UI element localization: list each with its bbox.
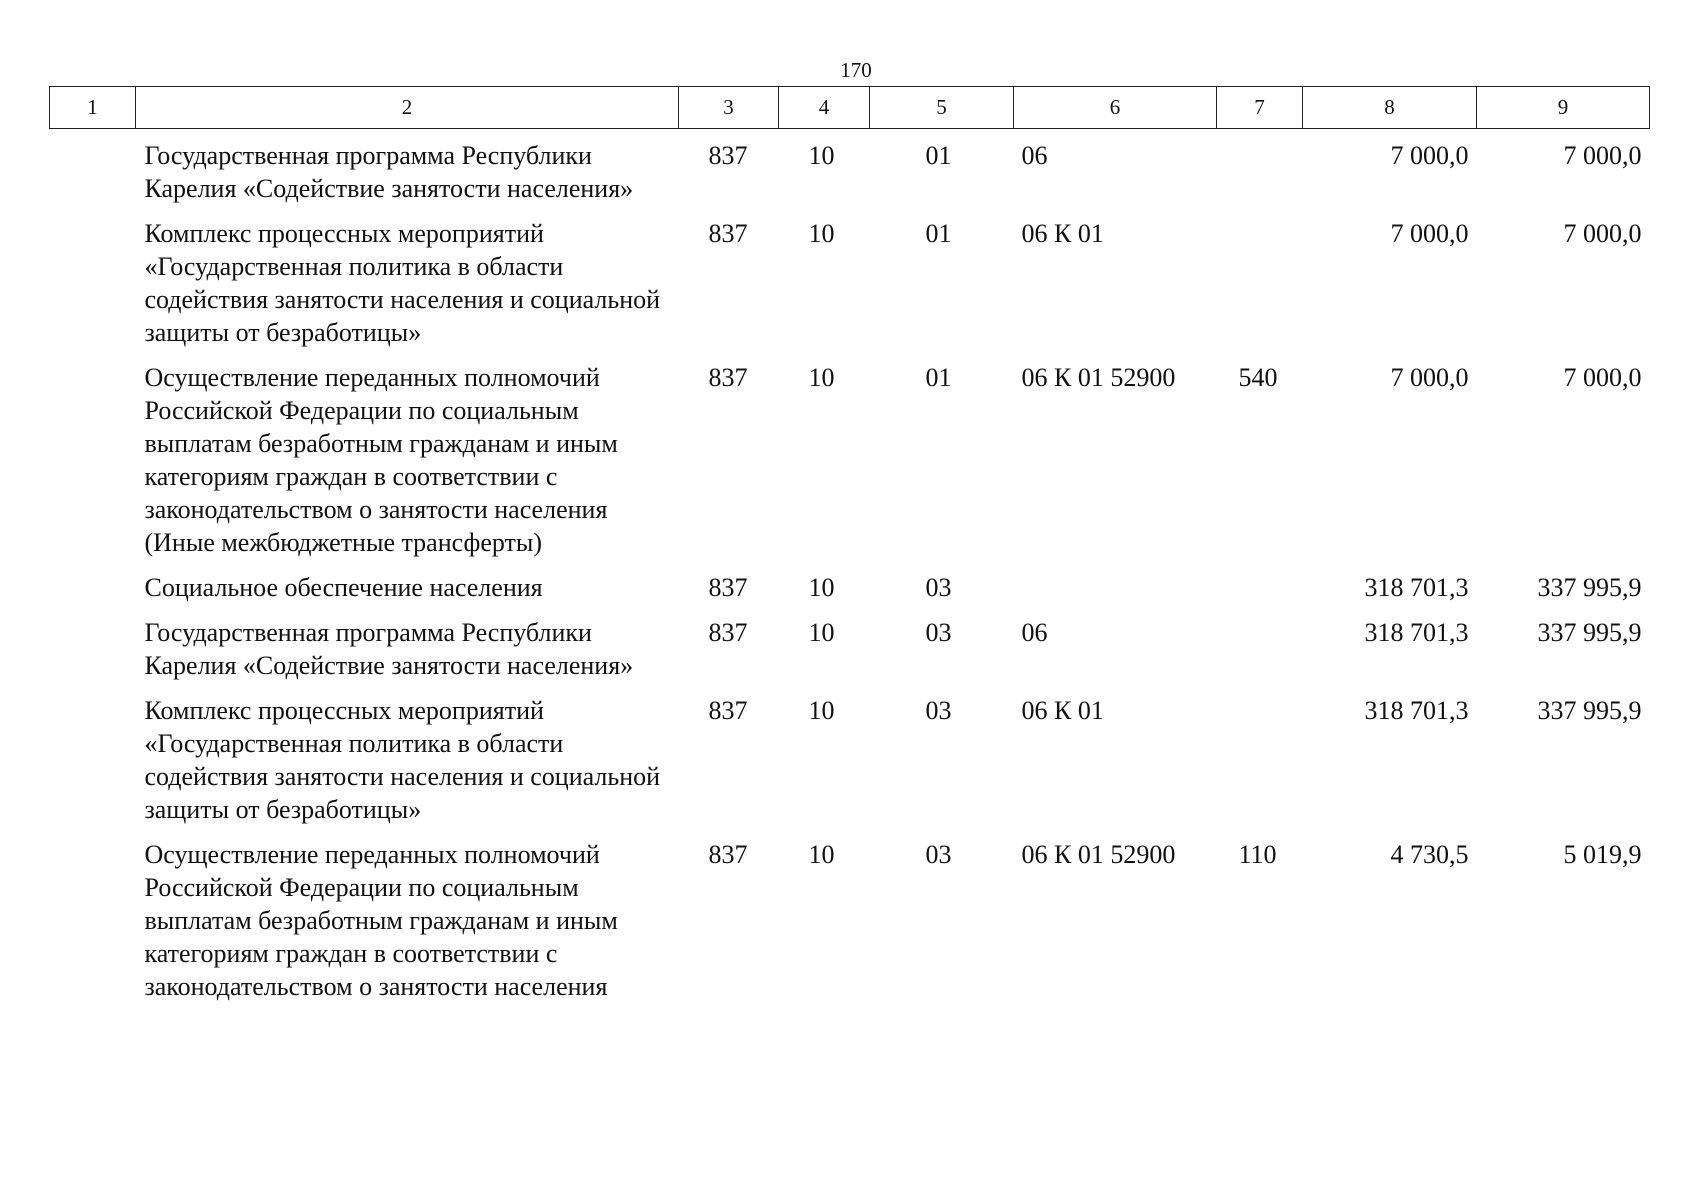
column-header: 1 xyxy=(50,87,136,129)
cell-amount-col9: 337 995,9 xyxy=(1537,618,1642,647)
cell-expense-type xyxy=(1217,682,1303,826)
column-header: 5 xyxy=(870,87,1014,129)
cell-name: Государственная программа Республики Карелия «Содействие занятости населения» xyxy=(144,618,634,680)
column-header: 7 xyxy=(1217,87,1303,129)
table-row xyxy=(50,205,1650,349)
cell-expense-type xyxy=(1217,604,1303,682)
cell-admin-code: 837 xyxy=(708,141,748,170)
header-row xyxy=(50,87,1650,129)
budget-table-container xyxy=(49,86,1650,1003)
cell-subsection: 01 xyxy=(925,141,952,170)
cell-subsection: 01 xyxy=(925,219,952,248)
cell-target-article: 06 xyxy=(1021,618,1048,647)
cell-admin-code: 837 xyxy=(708,618,748,647)
cell-number xyxy=(50,129,136,206)
column-header: 3 xyxy=(679,87,779,129)
table-row xyxy=(50,349,1650,559)
cell-name: Комплекс процессных мероприятий «Государственная политика в области содействия занятости населения и социальной защиты от безработицы» xyxy=(144,696,661,824)
cell-subsection: 03 xyxy=(925,696,952,725)
cell-section: 10 xyxy=(808,141,835,170)
cell-target-article: 06 К 01 xyxy=(1021,219,1104,248)
cell-target-article: 06 xyxy=(1021,141,1048,170)
cell-number xyxy=(50,682,136,826)
cell-admin-code: 837 xyxy=(708,219,748,248)
cell-amount-col9: 5 019,9 xyxy=(1563,840,1642,869)
column-header: 8 xyxy=(1303,87,1477,129)
cell-section: 10 xyxy=(808,840,835,869)
cell-expense-type xyxy=(1217,559,1303,604)
cell-number xyxy=(50,205,136,349)
cell-amount-col8: 318 701,3 xyxy=(1364,618,1469,647)
cell-expense-type xyxy=(1217,129,1303,206)
cell-name: Государственная программа Республики Карелия «Содействие занятости населения» xyxy=(144,141,634,203)
column-header: 9 xyxy=(1477,87,1650,129)
cell-target-article xyxy=(1014,559,1217,604)
cell-amount-col9: 7 000,0 xyxy=(1563,219,1642,248)
cell-target-article: 06 К 01 xyxy=(1021,696,1104,725)
cell-subsection: 03 xyxy=(925,618,952,647)
cell-amount-col8: 7 000,0 xyxy=(1390,363,1469,392)
cell-target-article: 06 К 01 52900 xyxy=(1021,840,1176,869)
cell-admin-code: 837 xyxy=(708,363,748,392)
cell-section: 10 xyxy=(808,618,835,647)
cell-amount-col9: 7 000,0 xyxy=(1563,363,1642,392)
cell-name: Осуществление переданных полномочий Российской Федерации по социальным выплатам безработным гражданам и иным категориям граждан в соответствии с законодательством о занятости населения (Иные межбюджетные трансферты) xyxy=(144,363,618,557)
cell-name: Социальное обеспечение населения xyxy=(144,573,543,602)
column-header: 2 xyxy=(136,87,679,129)
cell-expense-type: 540 xyxy=(1238,363,1278,392)
budget-table xyxy=(49,86,1650,1003)
page-number: 170 xyxy=(840,58,872,82)
cell-amount-col9: 337 995,9 xyxy=(1537,696,1642,725)
cell-admin-code: 837 xyxy=(708,840,748,869)
cell-amount-col9: 337 995,9 xyxy=(1537,573,1642,602)
cell-target-article: 06 К 01 52900 xyxy=(1021,363,1176,392)
table-row xyxy=(50,129,1650,206)
cell-amount-col9: 7 000,0 xyxy=(1563,141,1642,170)
cell-number xyxy=(50,826,136,1003)
table-row xyxy=(50,604,1650,682)
cell-number xyxy=(50,349,136,559)
cell-amount-col8: 4 730,5 xyxy=(1390,840,1469,869)
cell-subsection: 01 xyxy=(925,363,952,392)
column-header: 6 xyxy=(1014,87,1217,129)
table-row xyxy=(50,559,1650,604)
cell-amount-col8: 318 701,3 xyxy=(1364,696,1469,725)
column-header: 4 xyxy=(779,87,870,129)
cell-subsection: 03 xyxy=(925,840,952,869)
cell-admin-code: 837 xyxy=(708,573,748,602)
cell-name: Осуществление переданных полномочий Российской Федерации по социальным выплатам безработным гражданам и иным категориям граждан в соответствии с законодательством о занятости населения xyxy=(144,840,618,1001)
cell-amount-col8: 7 000,0 xyxy=(1390,219,1469,248)
table-row xyxy=(50,682,1650,826)
table-row xyxy=(50,826,1650,1003)
cell-expense-type xyxy=(1217,205,1303,349)
cell-name: Комплекс процессных мероприятий «Государственная политика в области содействия занятости населения и социальной защиты от безработицы» xyxy=(144,219,661,347)
cell-subsection: 03 xyxy=(925,573,952,602)
cell-section: 10 xyxy=(808,219,835,248)
cell-section: 10 xyxy=(808,696,835,725)
cell-section: 10 xyxy=(808,363,835,392)
cell-admin-code: 837 xyxy=(708,696,748,725)
cell-expense-type: 110 xyxy=(1238,840,1277,869)
cell-amount-col8: 318 701,3 xyxy=(1364,573,1469,602)
cell-section: 10 xyxy=(808,573,835,602)
cell-amount-col8: 7 000,0 xyxy=(1390,141,1469,170)
cell-number xyxy=(50,604,136,682)
cell-number xyxy=(50,559,136,604)
